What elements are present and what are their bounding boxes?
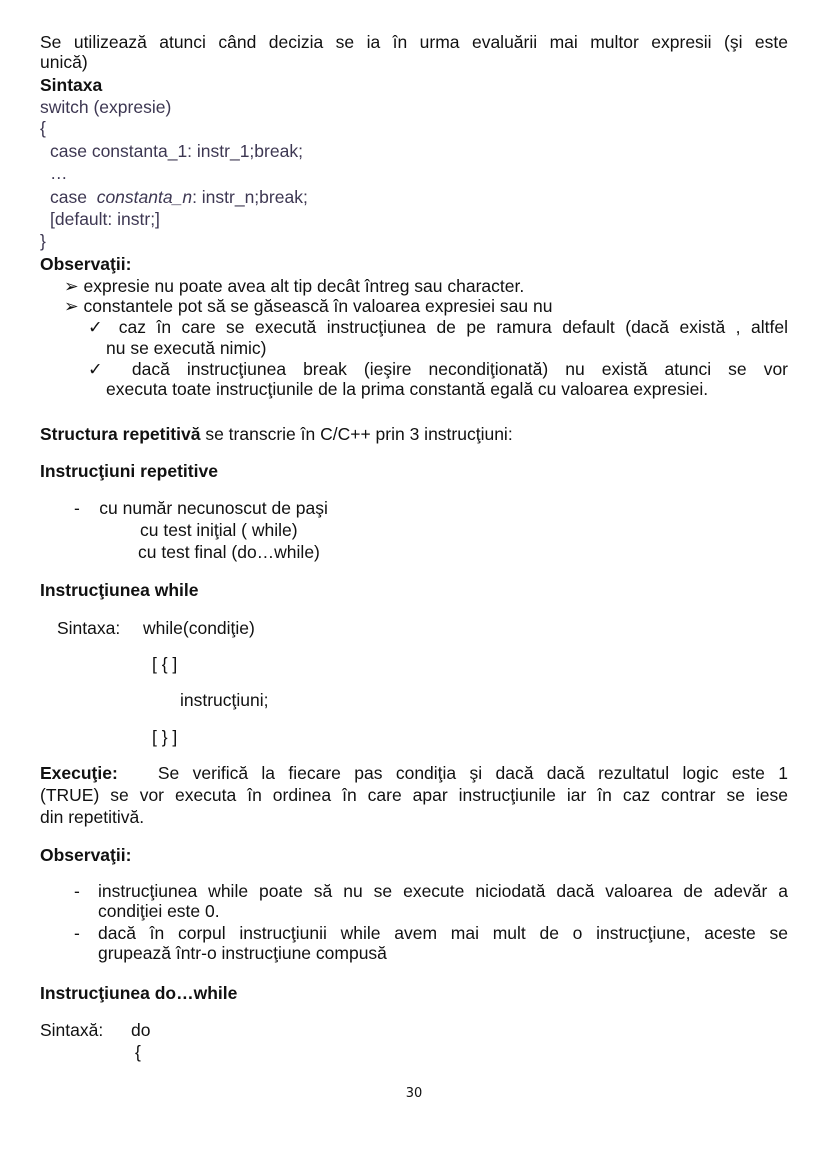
structura-text: se transcrie în C/C++ prin 3 instrucţiuni: (200, 424, 513, 444)
execution-line: (TRUE) se vor executa în ordinea în care apar instrucţiunile iar în caz contrar se iese (40, 785, 788, 805)
execution-line (40, 763, 788, 783)
intro-line: Se utilizează atunci când decizia se ia în urma evaluării mai multor expresii (şi este (40, 32, 788, 52)
repetitive-heading: Instrucţiuni repetitive (40, 461, 218, 481)
code-italic: constanta_n (96, 187, 193, 207)
code-line: [default: instr;] (50, 209, 160, 229)
bullet-item: ➢ expresie nu poate avea alt tip decât întreg sau character. (64, 276, 525, 296)
code-line: { (40, 118, 46, 138)
bullet-text: expresie nu poate avea alt tip decât întreg sau character. (83, 276, 525, 296)
code-line: case constanta_1: instr_1;break; (50, 141, 303, 161)
intro-line: unică) (40, 52, 88, 72)
list-item: instrucţiunea while poate să nu se execute niciodată dacă valoarea de adevăr a (98, 881, 788, 901)
list-item: - cu număr necunoscut de paşi (74, 498, 328, 518)
structura-line (40, 424, 513, 444)
code-line: } (40, 231, 46, 251)
bullet-text: constantele pot să se găsească în valoarea expresiei sau nu (83, 296, 553, 316)
sub-item: cu test iniţial ( while) (140, 520, 298, 540)
while-syntax: while(condiţie) (143, 618, 255, 638)
check-item-cont: executa toate instrucţiunile de la prima constantă egală cu valoarea expresiei. (106, 379, 709, 399)
list-text: cu număr necunoscut de paşi (99, 498, 328, 518)
syntax-label: Sintaxă: (40, 1020, 104, 1040)
while-syntax: [ } ] (152, 727, 178, 747)
while-heading: Instrucţiunea while (40, 580, 199, 600)
page-number: 30 (405, 1086, 423, 1101)
sub-item: cu test final (do…while) (138, 542, 320, 562)
check-item: ✓ dacă instrucţiunea break (ieşire necondiţionată) nu există atunci se vor (88, 359, 788, 379)
code-rest: : instr_n;break; (192, 187, 308, 207)
dowhile-heading: Instrucţiunea do…while (40, 983, 238, 1003)
observations-heading: Observaţii: (40, 254, 132, 274)
syntax-heading: Sintaxa (40, 75, 103, 95)
syntax-label: Sintaxa: (57, 618, 121, 638)
while-syntax: [ { ] (152, 654, 178, 674)
execution-bold: Execuţie: (40, 763, 118, 783)
list-dash: - (74, 881, 80, 901)
check-item: ✓ caz în care se execută instrucţiunea de pe ramura default (dacă există , altfel (88, 317, 788, 337)
list-item-cont: condiţiei este 0. (98, 901, 220, 921)
check-text: dacă instrucţiunea break (ieşire necondiţionată) nu există atunci se vor (131, 359, 788, 379)
execution-text: Se verifică la fiecare pas condiţia şi dacă dacă rezultatul logic este 1 (157, 763, 788, 783)
code-line: … (50, 163, 68, 183)
structura-bold: Structura repetitivă (40, 424, 201, 444)
dowhile-syntax: do (131, 1020, 151, 1040)
while-syntax: instrucţiuni; (180, 690, 269, 710)
code-keyword: case (50, 187, 87, 207)
list-dash: - (74, 923, 80, 943)
check-item-cont: nu se execută nimic) (106, 338, 267, 358)
execution-line: din repetitivă. (40, 807, 145, 827)
observations-heading: Observaţii: (40, 845, 132, 865)
list-item: dacă în corpul instrucţiunii while avem mai mult de o instrucţiune, aceste se (98, 923, 788, 943)
list-item-cont: grupează într-o instrucţiune compusă (98, 943, 387, 963)
code-line: switch (expresie) (40, 97, 172, 117)
dowhile-syntax: { (135, 1042, 141, 1062)
check-text: caz în care se execută instrucţiunea de pe ramura default (dacă există , altfel (118, 317, 788, 337)
bullet-item: ➢ constantele pot să se găsească în valoarea expresiei sau nu (64, 296, 553, 316)
code-line (50, 187, 308, 207)
